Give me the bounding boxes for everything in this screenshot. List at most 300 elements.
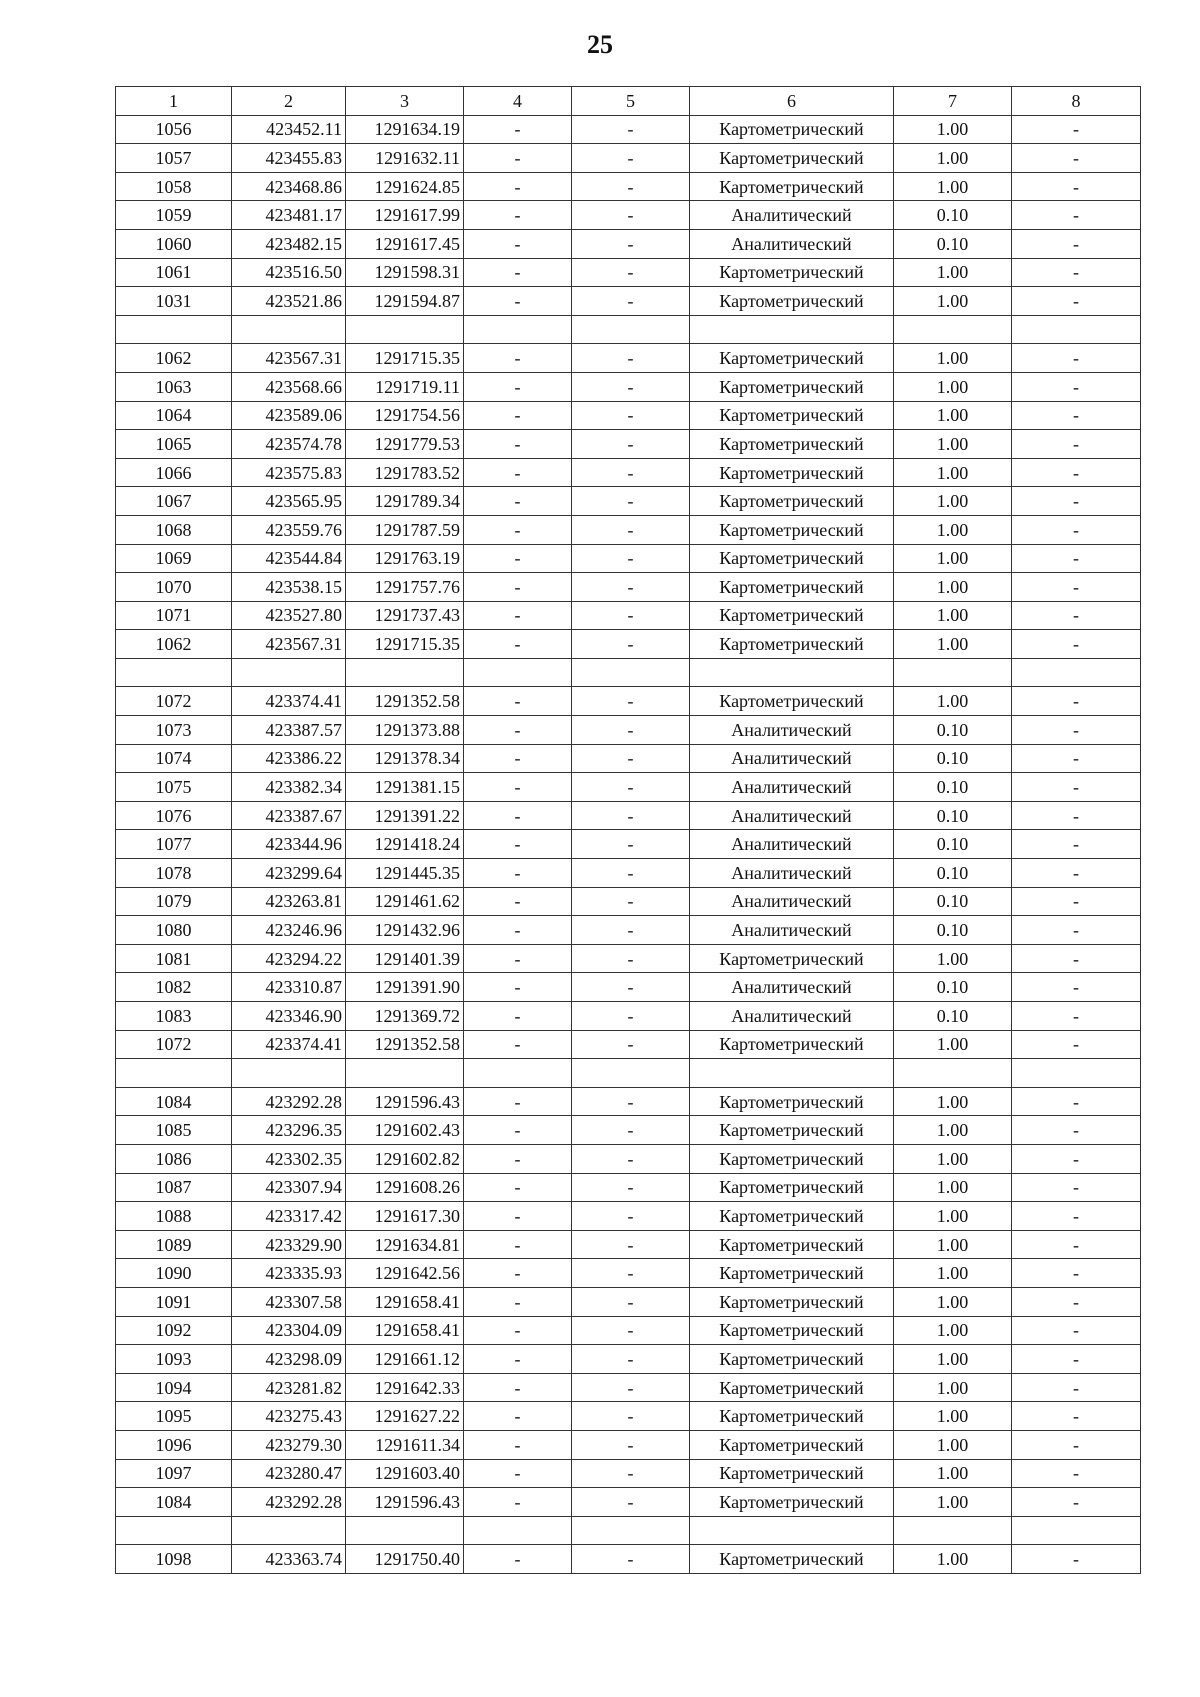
accuracy-cell: 0.10 xyxy=(894,830,1012,859)
x-coordinate-cell: 423382.34 xyxy=(232,773,346,802)
col4-cell xyxy=(464,1516,572,1545)
table-row xyxy=(116,1259,1141,1288)
table-row xyxy=(116,973,1141,1002)
col5-cell: - xyxy=(572,916,690,945)
table-row xyxy=(116,773,1141,802)
x-coordinate-cell: 423302.35 xyxy=(232,1144,346,1173)
table-row xyxy=(116,801,1141,830)
col8-cell: - xyxy=(1012,1459,1141,1488)
y-coordinate-cell: 1291642.56 xyxy=(346,1259,464,1288)
y-coordinate-cell: 1291598.31 xyxy=(346,258,464,287)
x-coordinate-cell: 423346.90 xyxy=(232,1002,346,1031)
col8-cell: - xyxy=(1012,830,1141,859)
point-number-cell: 1065 xyxy=(116,430,232,459)
col4-cell: - xyxy=(464,1202,572,1231)
method-cell: Картометрический xyxy=(690,401,894,430)
col5-cell xyxy=(572,658,690,687)
point-number-cell: 1090 xyxy=(116,1259,232,1288)
point-number-cell xyxy=(116,1516,232,1545)
col8-cell: - xyxy=(1012,201,1141,230)
col4-cell: - xyxy=(464,773,572,802)
y-coordinate-cell: 1291634.19 xyxy=(346,115,464,144)
accuracy-cell: 1.00 xyxy=(894,258,1012,287)
method-cell: Картометрический xyxy=(690,1230,894,1259)
col4-cell: - xyxy=(464,1459,572,1488)
col8-cell: - xyxy=(1012,716,1141,745)
point-number-cell: 1088 xyxy=(116,1202,232,1231)
table-row xyxy=(116,515,1141,544)
point-number-cell: 1072 xyxy=(116,1030,232,1059)
point-number-cell: 1095 xyxy=(116,1402,232,1431)
x-coordinate-cell: 423452.11 xyxy=(232,115,346,144)
col4-cell: - xyxy=(464,1545,572,1574)
y-coordinate-cell: 1291779.53 xyxy=(346,430,464,459)
table-row xyxy=(116,1087,1141,1116)
method-cell: Аналитический xyxy=(690,801,894,830)
method-cell: Картометрический xyxy=(690,1345,894,1374)
y-coordinate-cell: 1291391.90 xyxy=(346,973,464,1002)
col5-cell: - xyxy=(572,1202,690,1231)
x-coordinate-cell: 423387.67 xyxy=(232,801,346,830)
y-coordinate-cell: 1291715.35 xyxy=(346,344,464,373)
table-row xyxy=(116,401,1141,430)
column-header: 1 xyxy=(116,87,232,116)
separator-row xyxy=(116,315,1141,344)
col4-cell: - xyxy=(464,1030,572,1059)
accuracy-cell: 1.00 xyxy=(894,172,1012,201)
col4-cell: - xyxy=(464,201,572,230)
table-row xyxy=(116,630,1141,659)
accuracy-cell xyxy=(894,658,1012,687)
col5-cell: - xyxy=(572,229,690,258)
point-number-cell: 1094 xyxy=(116,1373,232,1402)
point-number-cell: 1092 xyxy=(116,1316,232,1345)
col4-cell: - xyxy=(464,859,572,888)
x-coordinate-cell: 423589.06 xyxy=(232,401,346,430)
col5-cell: - xyxy=(572,487,690,516)
x-coordinate-cell: 423281.82 xyxy=(232,1373,346,1402)
accuracy-cell: 1.00 xyxy=(894,1230,1012,1259)
column-header: 3 xyxy=(346,87,464,116)
point-number-cell: 1084 xyxy=(116,1087,232,1116)
y-coordinate-cell: 1291783.52 xyxy=(346,458,464,487)
col5-cell: - xyxy=(572,1430,690,1459)
point-number-cell: 1077 xyxy=(116,830,232,859)
x-coordinate-cell: 423521.86 xyxy=(232,287,346,316)
point-number-cell: 1079 xyxy=(116,887,232,916)
col8-cell: - xyxy=(1012,1430,1141,1459)
x-coordinate-cell: 423317.42 xyxy=(232,1202,346,1231)
y-coordinate-cell: 1291624.85 xyxy=(346,172,464,201)
col4-cell: - xyxy=(464,944,572,973)
col8-cell: - xyxy=(1012,487,1141,516)
point-number-cell: 1056 xyxy=(116,115,232,144)
col5-cell: - xyxy=(572,1345,690,1374)
x-coordinate-cell xyxy=(232,315,346,344)
y-coordinate-cell: 1291381.15 xyxy=(346,773,464,802)
method-cell: Аналитический xyxy=(690,887,894,916)
col4-cell: - xyxy=(464,1488,572,1517)
point-number-cell: 1084 xyxy=(116,1488,232,1517)
col4-cell: - xyxy=(464,601,572,630)
y-coordinate-cell: 1291391.22 xyxy=(346,801,464,830)
y-coordinate-cell: 1291602.82 xyxy=(346,1144,464,1173)
col5-cell: - xyxy=(572,201,690,230)
table-row xyxy=(116,916,1141,945)
col8-cell: - xyxy=(1012,458,1141,487)
y-coordinate-cell: 1291719.11 xyxy=(346,372,464,401)
x-coordinate-cell: 423527.80 xyxy=(232,601,346,630)
col4-cell: - xyxy=(464,830,572,859)
point-number-cell: 1075 xyxy=(116,773,232,802)
col4-cell: - xyxy=(464,458,572,487)
col8-cell: - xyxy=(1012,801,1141,830)
x-coordinate-cell: 423292.28 xyxy=(232,1087,346,1116)
col8-cell: - xyxy=(1012,115,1141,144)
method-cell: Картометрический xyxy=(690,1316,894,1345)
accuracy-cell: 1.00 xyxy=(894,1373,1012,1402)
col4-cell: - xyxy=(464,973,572,1002)
col5-cell: - xyxy=(572,830,690,859)
col8-cell: - xyxy=(1012,1316,1141,1345)
accuracy-cell: 0.10 xyxy=(894,744,1012,773)
col5-cell: - xyxy=(572,1545,690,1574)
method-cell: Картометрический xyxy=(690,1488,894,1517)
x-coordinate-cell: 423298.09 xyxy=(232,1345,346,1374)
point-number-cell: 1087 xyxy=(116,1173,232,1202)
col4-cell: - xyxy=(464,1230,572,1259)
y-coordinate-cell: 1291596.43 xyxy=(346,1087,464,1116)
x-coordinate-cell: 423275.43 xyxy=(232,1402,346,1431)
col4-cell: - xyxy=(464,144,572,173)
point-number-cell: 1097 xyxy=(116,1459,232,1488)
table-row xyxy=(116,372,1141,401)
col5-cell: - xyxy=(572,258,690,287)
table-row xyxy=(116,201,1141,230)
col8-cell: - xyxy=(1012,1202,1141,1231)
col5-cell: - xyxy=(572,344,690,373)
accuracy-cell: 1.00 xyxy=(894,515,1012,544)
accuracy-cell: 1.00 xyxy=(894,401,1012,430)
col4-cell: - xyxy=(464,916,572,945)
accuracy-cell: 1.00 xyxy=(894,1316,1012,1345)
col4-cell: - xyxy=(464,1259,572,1288)
accuracy-cell: 1.00 xyxy=(894,1402,1012,1431)
table-row xyxy=(116,944,1141,973)
col8-cell: - xyxy=(1012,1087,1141,1116)
col5-cell: - xyxy=(572,1316,690,1345)
point-number-cell: 1089 xyxy=(116,1230,232,1259)
x-coordinate-cell: 423296.35 xyxy=(232,1116,346,1145)
method-cell xyxy=(690,658,894,687)
y-coordinate-cell: 1291594.87 xyxy=(346,287,464,316)
table-row xyxy=(116,1287,1141,1316)
y-coordinate-cell: 1291608.26 xyxy=(346,1173,464,1202)
x-coordinate-cell: 423468.86 xyxy=(232,172,346,201)
col8-cell: - xyxy=(1012,515,1141,544)
y-coordinate-cell: 1291432.96 xyxy=(346,916,464,945)
method-cell: Картометрический xyxy=(690,172,894,201)
point-number-cell xyxy=(116,1059,232,1088)
col5-cell: - xyxy=(572,630,690,659)
table-row xyxy=(116,601,1141,630)
col8-cell: - xyxy=(1012,773,1141,802)
y-coordinate-cell: 1291445.35 xyxy=(346,859,464,888)
col4-cell: - xyxy=(464,687,572,716)
x-coordinate-cell: 423363.74 xyxy=(232,1545,346,1574)
method-cell: Картометрический xyxy=(690,1259,894,1288)
col8-cell xyxy=(1012,1516,1141,1545)
method-cell: Картометрический xyxy=(690,1373,894,1402)
y-coordinate-cell: 1291461.62 xyxy=(346,887,464,916)
col8-cell: - xyxy=(1012,344,1141,373)
x-coordinate-cell: 423304.09 xyxy=(232,1316,346,1345)
col5-cell: - xyxy=(572,1230,690,1259)
y-coordinate-cell: 1291757.76 xyxy=(346,573,464,602)
method-cell: Картометрический xyxy=(690,687,894,716)
column-header: 8 xyxy=(1012,87,1141,116)
x-coordinate-cell: 423575.83 xyxy=(232,458,346,487)
accuracy-cell: 1.00 xyxy=(894,1259,1012,1288)
col8-cell: - xyxy=(1012,944,1141,973)
y-coordinate-cell: 1291658.41 xyxy=(346,1316,464,1345)
accuracy-cell xyxy=(894,315,1012,344)
x-coordinate-cell: 423374.41 xyxy=(232,687,346,716)
col5-cell: - xyxy=(572,1373,690,1402)
x-coordinate-cell: 423544.84 xyxy=(232,544,346,573)
y-coordinate-cell: 1291378.34 xyxy=(346,744,464,773)
x-coordinate-cell: 423307.94 xyxy=(232,1173,346,1202)
x-coordinate-cell: 423344.96 xyxy=(232,830,346,859)
table-row xyxy=(116,1173,1141,1202)
page-number: 25 xyxy=(587,30,613,59)
col8-cell: - xyxy=(1012,630,1141,659)
col8-cell: - xyxy=(1012,258,1141,287)
x-coordinate-cell: 423482.15 xyxy=(232,229,346,258)
col8-cell: - xyxy=(1012,601,1141,630)
method-cell: Картометрический xyxy=(690,515,894,544)
accuracy-cell: 1.00 xyxy=(894,287,1012,316)
accuracy-cell: 1.00 xyxy=(894,601,1012,630)
x-coordinate-cell: 423279.30 xyxy=(232,1430,346,1459)
method-cell: Картометрический xyxy=(690,1287,894,1316)
point-number-cell: 1063 xyxy=(116,372,232,401)
x-coordinate-cell xyxy=(232,658,346,687)
col8-cell: - xyxy=(1012,544,1141,573)
y-coordinate-cell: 1291715.35 xyxy=(346,630,464,659)
table-row xyxy=(116,1345,1141,1374)
col5-cell: - xyxy=(572,801,690,830)
separator-row xyxy=(116,1516,1141,1545)
y-coordinate-cell: 1291754.56 xyxy=(346,401,464,430)
accuracy-cell: 0.10 xyxy=(894,973,1012,1002)
method-cell: Картометрический xyxy=(690,458,894,487)
method-cell: Аналитический xyxy=(690,773,894,802)
accuracy-cell: 1.00 xyxy=(894,1430,1012,1459)
y-coordinate-cell: 1291611.34 xyxy=(346,1430,464,1459)
table-row xyxy=(116,573,1141,602)
col4-cell: - xyxy=(464,258,572,287)
accuracy-cell: 1.00 xyxy=(894,1116,1012,1145)
method-cell: Аналитический xyxy=(690,973,894,1002)
col5-cell: - xyxy=(572,287,690,316)
accuracy-cell: 1.00 xyxy=(894,687,1012,716)
col5-cell: - xyxy=(572,1116,690,1145)
coordinates-table xyxy=(115,86,1141,1574)
accuracy-cell: 1.00 xyxy=(894,487,1012,516)
col8-cell: - xyxy=(1012,1116,1141,1145)
y-coordinate-cell: 1291352.58 xyxy=(346,687,464,716)
col5-cell: - xyxy=(572,1488,690,1517)
x-coordinate-cell: 423481.17 xyxy=(232,201,346,230)
x-coordinate-cell: 423574.78 xyxy=(232,430,346,459)
y-coordinate-cell xyxy=(346,658,464,687)
accuracy-cell: 1.00 xyxy=(894,1345,1012,1374)
accuracy-cell: 0.10 xyxy=(894,887,1012,916)
col4-cell: - xyxy=(464,229,572,258)
point-number-cell: 1083 xyxy=(116,1002,232,1031)
method-cell: Картометрический xyxy=(690,344,894,373)
accuracy-cell: 1.00 xyxy=(894,1087,1012,1116)
accuracy-cell: 1.00 xyxy=(894,630,1012,659)
col4-cell: - xyxy=(464,744,572,773)
point-number-cell xyxy=(116,658,232,687)
col8-cell: - xyxy=(1012,172,1141,201)
method-cell xyxy=(690,315,894,344)
method-cell: Картометрический xyxy=(690,630,894,659)
x-coordinate-cell: 423386.22 xyxy=(232,744,346,773)
method-cell: Картометрический xyxy=(690,1030,894,1059)
table-row xyxy=(116,1144,1141,1173)
method-cell: Картометрический xyxy=(690,115,894,144)
y-coordinate-cell xyxy=(346,1059,464,1088)
col5-cell: - xyxy=(572,944,690,973)
col8-cell: - xyxy=(1012,401,1141,430)
x-coordinate-cell xyxy=(232,1516,346,1545)
col4-cell xyxy=(464,658,572,687)
col5-cell: - xyxy=(572,144,690,173)
table-row xyxy=(116,544,1141,573)
col8-cell: - xyxy=(1012,1402,1141,1431)
x-coordinate-cell: 423335.93 xyxy=(232,1259,346,1288)
table-row xyxy=(116,716,1141,745)
point-number-cell: 1072 xyxy=(116,687,232,716)
table-row xyxy=(116,1116,1141,1145)
col4-cell: - xyxy=(464,1402,572,1431)
column-header: 6 xyxy=(690,87,894,116)
method-cell: Картометрический xyxy=(690,601,894,630)
point-number-cell: 1062 xyxy=(116,630,232,659)
x-coordinate-cell xyxy=(232,1059,346,1088)
col5-cell: - xyxy=(572,515,690,544)
col4-cell: - xyxy=(464,1002,572,1031)
x-coordinate-cell: 423263.81 xyxy=(232,887,346,916)
y-coordinate-cell: 1291617.30 xyxy=(346,1202,464,1231)
col4-cell: - xyxy=(464,344,572,373)
col5-cell: - xyxy=(572,887,690,916)
col4-cell: - xyxy=(464,630,572,659)
col5-cell: - xyxy=(572,1173,690,1202)
table-row xyxy=(116,830,1141,859)
col4-cell: - xyxy=(464,172,572,201)
col8-cell xyxy=(1012,315,1141,344)
table-row xyxy=(116,887,1141,916)
table-row xyxy=(116,430,1141,459)
point-number-cell: 1068 xyxy=(116,515,232,544)
col5-cell: - xyxy=(572,687,690,716)
y-coordinate-cell: 1291603.40 xyxy=(346,1459,464,1488)
y-coordinate-cell: 1291634.81 xyxy=(346,1230,464,1259)
accuracy-cell: 0.10 xyxy=(894,859,1012,888)
method-cell: Картометрический xyxy=(690,144,894,173)
table-row xyxy=(116,1430,1141,1459)
col5-cell: - xyxy=(572,544,690,573)
y-coordinate-cell: 1291596.43 xyxy=(346,1488,464,1517)
col8-cell: - xyxy=(1012,687,1141,716)
col4-cell: - xyxy=(464,1087,572,1116)
col5-cell: - xyxy=(572,744,690,773)
col4-cell xyxy=(464,1059,572,1088)
accuracy-cell: 1.00 xyxy=(894,144,1012,173)
col4-cell: - xyxy=(464,1116,572,1145)
x-coordinate-cell: 423568.66 xyxy=(232,372,346,401)
x-coordinate-cell: 423374.41 xyxy=(232,1030,346,1059)
accuracy-cell: 1.00 xyxy=(894,1488,1012,1517)
col8-cell: - xyxy=(1012,973,1141,1002)
y-coordinate-cell xyxy=(346,1516,464,1545)
point-number-cell: 1082 xyxy=(116,973,232,1002)
col8-cell: - xyxy=(1012,1345,1141,1374)
table-row xyxy=(116,1459,1141,1488)
table-row xyxy=(116,487,1141,516)
method-cell: Картометрический xyxy=(690,1430,894,1459)
point-number-cell: 1074 xyxy=(116,744,232,773)
col5-cell: - xyxy=(572,115,690,144)
x-coordinate-cell: 423307.58 xyxy=(232,1287,346,1316)
method-cell: Картометрический xyxy=(690,1144,894,1173)
accuracy-cell: 1.00 xyxy=(894,1287,1012,1316)
point-number-cell: 1085 xyxy=(116,1116,232,1145)
y-coordinate-cell: 1291401.39 xyxy=(346,944,464,973)
col8-cell: - xyxy=(1012,744,1141,773)
y-coordinate-cell: 1291789.34 xyxy=(346,487,464,516)
y-coordinate-cell: 1291373.88 xyxy=(346,716,464,745)
point-number-cell: 1086 xyxy=(116,1144,232,1173)
accuracy-cell: 1.00 xyxy=(894,1144,1012,1173)
table-row xyxy=(116,144,1141,173)
point-number-cell: 1060 xyxy=(116,229,232,258)
col5-cell: - xyxy=(572,1459,690,1488)
table-row xyxy=(116,258,1141,287)
accuracy-cell: 1.00 xyxy=(894,573,1012,602)
point-number-cell: 1071 xyxy=(116,601,232,630)
col5-cell: - xyxy=(572,973,690,1002)
column-header: 2 xyxy=(232,87,346,116)
separator-row xyxy=(116,1059,1141,1088)
accuracy-cell: 1.00 xyxy=(894,372,1012,401)
col8-cell: - xyxy=(1012,1287,1141,1316)
y-coordinate-cell: 1291602.43 xyxy=(346,1116,464,1145)
table-row xyxy=(116,1373,1141,1402)
accuracy-cell: 1.00 xyxy=(894,544,1012,573)
table-row xyxy=(116,687,1141,716)
table-row xyxy=(116,115,1141,144)
point-number-cell: 1031 xyxy=(116,287,232,316)
col4-cell: - xyxy=(464,544,572,573)
method-cell xyxy=(690,1516,894,1545)
x-coordinate-cell: 423246.96 xyxy=(232,916,346,945)
method-cell xyxy=(690,1059,894,1088)
